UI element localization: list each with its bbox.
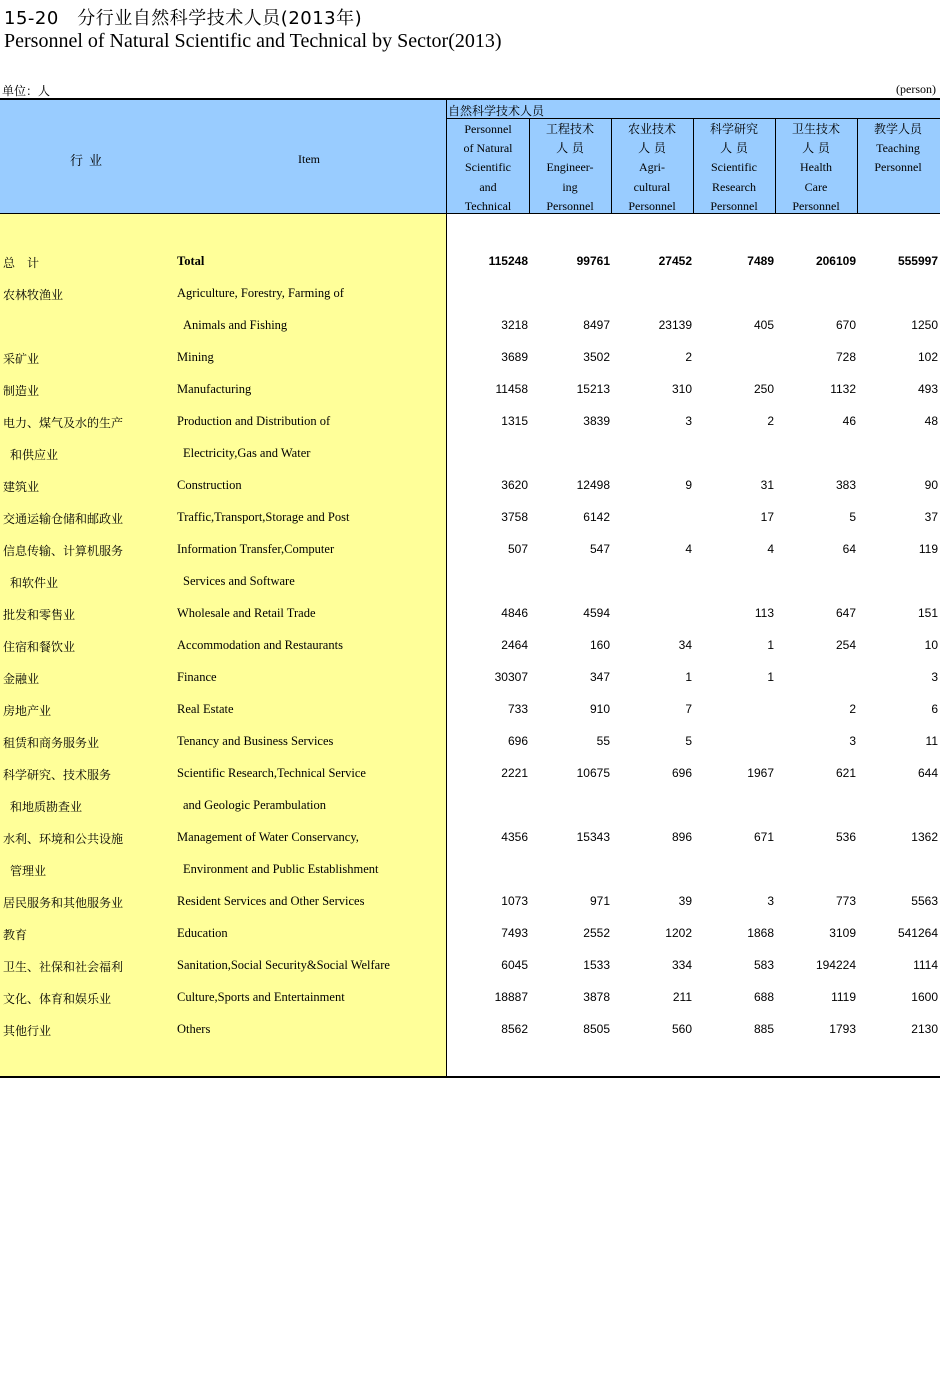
column-header-line: Teaching <box>876 141 920 156</box>
table-row <box>0 252 940 272</box>
row-label-en: Construction <box>177 478 242 492</box>
column-header-line: 农业技术 <box>627 122 676 136</box>
row-label-en: Sanitation,Social Security&Social Welfare <box>177 958 390 972</box>
header-group-label: 自然科学技术人员 <box>448 104 545 118</box>
row-label-en: Others <box>177 1022 211 1036</box>
column-header-line: Scientific <box>711 160 757 175</box>
table-row <box>0 764 940 784</box>
cell-value: 6045 <box>501 958 528 972</box>
cell-value: 4594 <box>583 606 610 620</box>
table-row <box>0 828 940 848</box>
column-header-line: 人 员 <box>802 141 830 156</box>
cell-value: 254 <box>835 638 856 652</box>
column-header-line: 教学人员 <box>873 122 922 136</box>
cell-value: 507 <box>507 542 528 556</box>
column-header-line: Personnel <box>792 198 840 213</box>
cell-value: 18887 <box>494 990 528 1004</box>
cell-value: 2130 <box>911 1022 938 1036</box>
row-label-cn: 电力、煤气及水的生产 <box>3 416 124 430</box>
row-label-cn: 批发和零售业 <box>3 608 76 622</box>
cell-value: 7 <box>685 702 692 716</box>
row-label-en: Manufacturing <box>177 382 252 396</box>
table-row <box>0 860 940 880</box>
column-header <box>447 120 529 216</box>
table-header <box>0 98 940 214</box>
cell-value: 2 <box>849 702 856 716</box>
table-row <box>0 668 940 688</box>
row-label-en: Culture,Sports and Entertainment <box>177 990 345 1004</box>
row-label-en: Mining <box>177 350 214 364</box>
table-row <box>0 412 940 432</box>
cell-value: 728 <box>835 350 856 364</box>
cell-value: 1 <box>685 670 692 684</box>
cell-value: 250 <box>753 382 774 396</box>
cell-value: 971 <box>589 894 610 908</box>
table-row <box>0 892 940 912</box>
cell-value: 10675 <box>576 766 610 780</box>
row-label-en: Scientific Research,Technical Service <box>177 766 366 780</box>
row-label-cn: 住宿和餐饮业 <box>3 640 76 654</box>
cell-value: 15213 <box>576 382 610 396</box>
table-row <box>0 1020 940 1040</box>
row-label-cn: 建筑业 <box>3 480 40 494</box>
column-header-line: 人 员 <box>638 141 666 156</box>
cell-value: 211 <box>672 990 692 1004</box>
row-label-cn: 房地产业 <box>3 704 52 718</box>
cell-value: 647 <box>835 606 856 620</box>
cell-value: 11 <box>925 734 938 748</box>
column-header-line: and <box>479 179 497 194</box>
cell-value: 1 <box>767 670 774 684</box>
cell-value: 23139 <box>658 318 692 332</box>
column-header-line: of Natural <box>463 141 513 156</box>
column-header-line: 工程技术 <box>545 122 594 136</box>
cell-value: 3620 <box>501 478 528 492</box>
cell-value: 4 <box>767 542 774 556</box>
column-header-line: 卫生技术 <box>791 122 840 136</box>
table-row <box>0 956 940 976</box>
cell-value: 696 <box>507 734 528 748</box>
table-bottom-rule <box>0 1076 940 1078</box>
cell-value: 1073 <box>501 894 528 908</box>
row-label-en: Education <box>177 926 228 940</box>
row-label-cn: 采矿业 <box>3 352 40 366</box>
column-header-line: Engineer- <box>546 160 594 175</box>
page-title-en: Personnel of Natural Scientific and Technical by Sector(2013) <box>4 30 502 52</box>
cell-value: 1967 <box>747 766 774 780</box>
cell-value: 2221 <box>501 766 528 780</box>
cell-value: 2464 <box>501 638 528 652</box>
column-header-line: cultural <box>633 179 671 194</box>
cell-value: 1600 <box>911 990 938 1004</box>
cell-value: 1 <box>767 638 774 652</box>
row-label-en: Traffic,Transport,Storage and Post <box>177 510 350 524</box>
table-row <box>0 316 940 336</box>
column-header-line: 人 员 <box>556 141 584 156</box>
cell-value: 536 <box>835 830 856 844</box>
cell-value: 46 <box>842 414 856 428</box>
row-label-cn: 管理业 <box>10 864 47 878</box>
table-row <box>0 508 940 528</box>
cell-value: 30307 <box>494 670 528 684</box>
cell-value: 2552 <box>583 926 610 940</box>
column-header-line: 人 员 <box>720 141 748 156</box>
cell-value: 3 <box>685 414 692 428</box>
header-industry-cn: 行业 <box>70 154 109 169</box>
row-label-cn: 水利、环境和公共设施 <box>3 832 124 846</box>
table-row <box>0 604 940 624</box>
table-row <box>0 540 940 560</box>
cell-value: 310 <box>671 382 692 396</box>
cell-value: 3218 <box>501 318 528 332</box>
cell-value: 99761 <box>576 254 610 268</box>
cell-value: 541264 <box>897 926 938 940</box>
column-header-line: Scientific <box>465 160 511 175</box>
cell-value: 1250 <box>911 318 938 332</box>
table-row <box>0 572 940 592</box>
cell-value: 773 <box>835 894 856 908</box>
cell-value: 3109 <box>829 926 856 940</box>
column-header <box>529 120 611 216</box>
cell-value: 6142 <box>583 510 610 524</box>
table-row <box>0 380 940 400</box>
cell-value: 1202 <box>665 926 692 940</box>
cell-value: 194224 <box>815 958 856 972</box>
table-row <box>0 796 940 816</box>
cell-value: 3 <box>849 734 856 748</box>
cell-value: 206109 <box>815 254 856 268</box>
cell-value: 1362 <box>911 830 938 844</box>
cell-value: 5 <box>685 734 692 748</box>
row-label-cn: 卫生、社保和社会福利 <box>3 960 124 974</box>
cell-value: 48 <box>924 414 938 428</box>
row-label-en: Information Transfer,Computer <box>177 542 335 556</box>
table-row <box>0 732 940 752</box>
cell-value: 2 <box>685 350 692 364</box>
cell-value: 560 <box>671 1022 692 1036</box>
row-label-cn: 文化、体育和娱乐业 <box>3 992 112 1006</box>
cell-value: 4846 <box>501 606 528 620</box>
column-header-line: Technical <box>464 198 512 213</box>
cell-value: 8562 <box>501 1022 528 1036</box>
unit-label: 单位：人 <box>2 84 51 98</box>
row-label-en: Production and Distribution of <box>177 414 331 428</box>
column-header-line: Personnel <box>464 122 512 136</box>
column-header-line: Personnel <box>874 160 922 175</box>
cell-value: 3 <box>767 894 774 908</box>
row-label-cn: 和软件业 <box>10 576 59 590</box>
column-header-line: 科学研究 <box>709 122 758 136</box>
cell-value: 27452 <box>658 254 692 268</box>
row-label-en: Finance <box>177 670 217 684</box>
cell-value: 896 <box>671 830 692 844</box>
cell-value: 5563 <box>911 894 938 908</box>
cell-value: 1119 <box>831 990 856 1004</box>
row-label-en: Services and Software <box>183 574 295 588</box>
page-title-cn: 15-20 分行业自然科学技术人员(2013年) <box>4 8 363 29</box>
unit-label-en: (person) <box>896 82 936 96</box>
row-label-cn: 金融业 <box>3 672 40 686</box>
cell-value: 64 <box>842 542 856 556</box>
cell-value: 3689 <box>501 350 528 364</box>
cell-value: 9 <box>685 478 692 492</box>
cell-value: 11458 <box>495 382 528 396</box>
row-label-en: Resident Services and Other Services <box>177 894 365 908</box>
column-header-line: Personnel <box>628 198 676 213</box>
column-header <box>693 120 775 216</box>
column-header <box>775 120 857 216</box>
cell-value: 151 <box>917 606 938 620</box>
cell-value: 3839 <box>583 414 610 428</box>
cell-value: 115248 <box>488 254 528 268</box>
cell-value: 644 <box>917 766 938 780</box>
cell-value: 3502 <box>583 350 610 364</box>
cell-value: 1114 <box>913 958 938 972</box>
table-row <box>0 476 940 496</box>
row-label-en: Wholesale and Retail Trade <box>177 606 316 620</box>
cell-value: 885 <box>753 1022 774 1036</box>
row-label-en: Tenancy and Business Services <box>177 734 334 748</box>
cell-value: 910 <box>589 702 610 716</box>
row-label-en: Agriculture, Forestry, Farming of <box>177 286 344 300</box>
row-label-cn: 居民服务和其他服务业 <box>3 896 124 910</box>
row-label-cn: 教育 <box>3 928 28 942</box>
table-row <box>0 636 940 656</box>
cell-value: 119 <box>918 542 938 556</box>
column-header-line: Health <box>800 160 832 175</box>
cell-value: 17 <box>760 510 774 524</box>
cell-value: 12498 <box>576 478 610 492</box>
cell-value: 1315 <box>501 414 528 428</box>
row-label-en: Total <box>177 254 205 268</box>
header-item-en: Item <box>298 152 320 166</box>
cell-value: 34 <box>678 638 692 652</box>
column-header-line: Care <box>804 179 828 194</box>
cell-value: 696 <box>671 766 692 780</box>
cell-value: 405 <box>753 318 774 332</box>
row-label-en: Accommodation and Restaurants <box>177 638 343 652</box>
row-label-cn: 和供应业 <box>10 448 59 462</box>
row-label-cn: 租赁和商务服务业 <box>3 736 100 750</box>
row-label-en: Management of Water Conservancy, <box>177 830 359 844</box>
cell-value: 39 <box>678 894 692 908</box>
cell-value: 7493 <box>501 926 528 940</box>
cell-value: 31 <box>760 478 774 492</box>
cell-value: 347 <box>589 670 610 684</box>
row-label-cn: 科学研究、技术服务 <box>3 768 112 782</box>
table-row <box>0 348 940 368</box>
row-label-en: Environment and Public Establishment <box>183 862 379 876</box>
table-row <box>0 444 940 464</box>
cell-value: 55 <box>596 734 610 748</box>
row-label-cn: 信息传输、计算机服务 <box>3 544 124 558</box>
cell-value: 10 <box>924 638 938 652</box>
column-header-line: Personnel <box>710 198 758 213</box>
cell-value: 102 <box>917 350 938 364</box>
cell-value: 583 <box>753 958 774 972</box>
table-row <box>0 284 940 304</box>
row-label-cn: 和地质勘查业 <box>10 800 83 814</box>
cell-value: 1132 <box>830 382 856 396</box>
table-row <box>0 700 940 720</box>
cell-value: 113 <box>754 606 774 620</box>
cell-value: 547 <box>589 542 610 556</box>
cell-value: 90 <box>924 478 938 492</box>
cell-value: 160 <box>589 638 610 652</box>
table-row <box>0 988 940 1008</box>
cell-value: 3878 <box>583 990 610 1004</box>
cell-value: 1533 <box>583 958 610 972</box>
column-header <box>611 120 693 216</box>
cell-value: 7489 <box>747 254 774 268</box>
row-label-en: Animals and Fishing <box>183 318 288 332</box>
cell-value: 688 <box>753 990 774 1004</box>
row-label-cn: 交通运输仓储和邮政业 <box>3 512 124 526</box>
cell-value: 1793 <box>829 1022 856 1036</box>
cell-value: 1868 <box>747 926 774 940</box>
cell-value: 4356 <box>501 830 528 844</box>
cell-value: 4 <box>685 542 692 556</box>
row-label-cn: 总 计 <box>3 256 40 270</box>
cell-value: 383 <box>835 478 856 492</box>
cell-value: 37 <box>924 510 938 524</box>
column-header-line: Research <box>712 179 756 194</box>
cell-value: 671 <box>753 830 774 844</box>
cell-value: 15343 <box>576 830 610 844</box>
cell-value: 5 <box>849 510 856 524</box>
row-label-en: Electricity,Gas and Water <box>183 446 311 460</box>
row-label-en: Real Estate <box>177 702 234 716</box>
column-header-line: ing <box>562 179 578 194</box>
cell-value: 334 <box>671 958 692 972</box>
column-header-line: Personnel <box>546 198 594 213</box>
cell-value: 3758 <box>501 510 528 524</box>
column-header <box>857 120 939 178</box>
cell-value: 733 <box>507 702 528 716</box>
cell-value: 8497 <box>583 318 610 332</box>
row-label-en: and Geologic Perambulation <box>183 798 327 812</box>
row-label-cn: 其他行业 <box>3 1024 52 1038</box>
cell-value: 3 <box>931 670 938 684</box>
table-row <box>0 924 940 944</box>
cell-value: 8505 <box>583 1022 610 1036</box>
row-label-cn: 制造业 <box>3 384 40 398</box>
cell-value: 621 <box>835 766 856 780</box>
column-header-line: Agri- <box>639 160 665 175</box>
cell-value: 493 <box>917 382 938 396</box>
cell-value: 2 <box>767 414 774 428</box>
cell-value: 670 <box>835 318 856 332</box>
cell-value: 555997 <box>897 254 938 268</box>
row-label-cn: 农林牧渔业 <box>3 288 64 302</box>
cell-value: 6 <box>931 702 938 716</box>
